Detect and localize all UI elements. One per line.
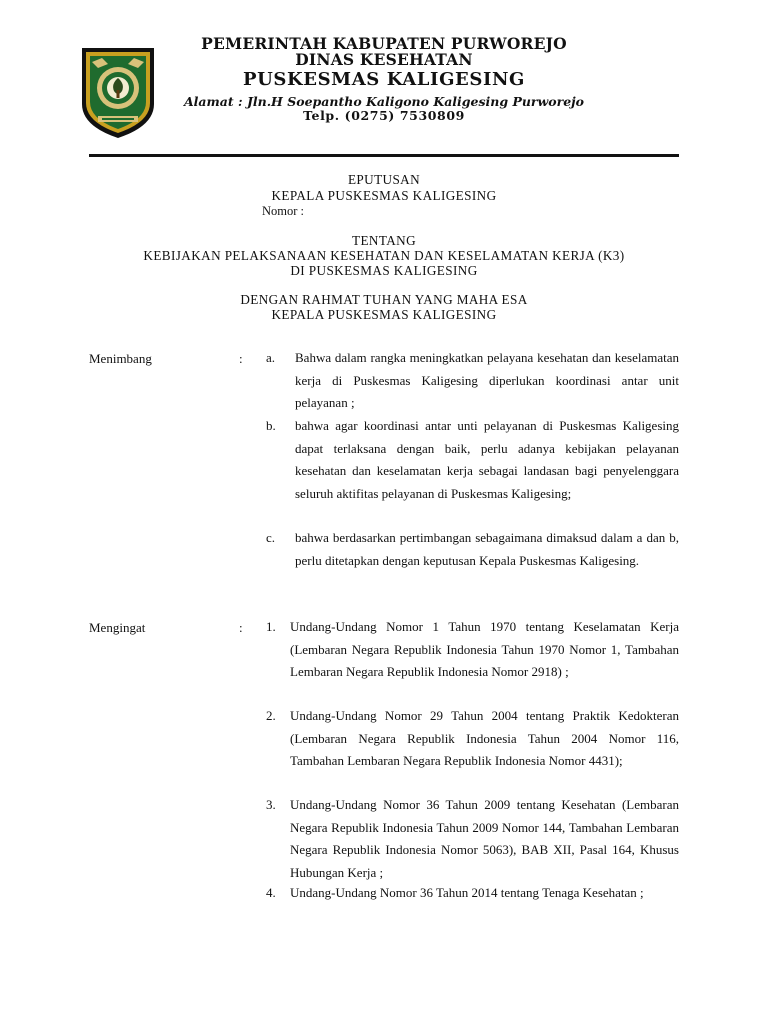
menimbang-item-c xyxy=(266,527,679,572)
list-marker: 3. xyxy=(266,797,276,812)
mengingat-item-4 xyxy=(266,882,679,905)
mengingat-item-1 xyxy=(266,616,679,684)
preamble-line-1: DENGAN RAHMAT TUHAN YANG MAHA ESA xyxy=(240,292,528,307)
letterhead-titles xyxy=(160,36,608,89)
list-marker: 1. xyxy=(266,619,276,634)
menimbang-colon: : xyxy=(239,351,243,366)
tentang-label: TENTANG xyxy=(351,233,416,248)
preamble-block xyxy=(0,292,768,322)
menimbang-label: Menimbang xyxy=(89,351,152,366)
list-marker: c. xyxy=(266,530,276,545)
letterhead-divider xyxy=(89,154,679,157)
list-item-text: Undang-Undang Nomor 36 Tahun 2014 tentang Tenaga Kesehatan ; xyxy=(290,885,644,900)
subject-block xyxy=(0,233,768,278)
menimbang-item-a xyxy=(266,347,679,415)
letterhead xyxy=(0,0,768,160)
title-line-2: KEPALA PUSKESMAS KALIGESING xyxy=(271,188,497,203)
document-title xyxy=(0,172,768,204)
list-marker: 4. xyxy=(266,885,276,900)
preamble-line-2: KEPALA PUSKESMAS KALIGESING xyxy=(271,307,497,322)
list-item-text: Bahwa dalam rangka meningkatkan pelayana kesehatan dan keselamatan kerja di Puskesmas Kaligesing diperlukan koordinasi antar unit pelayanan ; xyxy=(295,350,679,410)
list-item-text: Undang-Undang Nomor 1 Tahun 1970 tentang Keselamatan Kerja (Lembaran Negara Republik Indonesia Tahun 1970 Nomor 1, Tambahan Lembaran Negara Republik Indonesia Nomor 2918) ; xyxy=(290,619,679,679)
mengingat-item-2 xyxy=(266,705,679,773)
list-item-text: bahwa agar koordinasi antar unti pelayanan di Puskesmas Kaligesing dapat terlaksana dengan baik, perlu adanya kebijakan pelayanan kesehatan dan keselamatan kerja sebagai landasan bagi penyelenggara seluruh aktifitas pelayanan di Puskesmas Kaligesing; xyxy=(295,418,679,501)
mengingat-colon: : xyxy=(239,620,243,635)
menimbang-item-b xyxy=(266,415,679,505)
list-item-text: bahwa berdasarkan pertimbangan sebagaimana dimaksud dalam a dan b, perlu ditetapkan dengan keputusan Kepala Puskesmas Kaligesing. xyxy=(295,530,679,568)
subject-line-2: DI PUSKESMAS KALIGESING xyxy=(290,263,478,278)
list-item-text: Undang-Undang Nomor 29 Tahun 2004 tentang Praktik Kedokteran (Lembaran Negara Republik Indonesia Tahun 2004 Nomor 116, Tambahan Lembaran Negara Republik Indonesia Nomor 4431); xyxy=(290,708,679,768)
list-item-text: Undang-Undang Nomor 36 Tahun 2009 tentang Kesehatan (Lembaran Negara Republik Indonesia Tahun 2009 Nomor 144, Tambahan Lembaran Negara Republik Indonesia Nomor 5063), BAB XII, Pasal 164, Khusus Hubungan Kerja ; xyxy=(290,797,679,880)
purworejo-regency-emblem-icon xyxy=(78,44,158,140)
document-number: Nomor : xyxy=(262,204,305,218)
letterhead-address: Alamat : Jln.H Soepantho Kaligono Kaligesing Purworejo xyxy=(183,94,585,109)
list-marker: 2. xyxy=(266,708,276,723)
letterhead-agency: DINAS KESEHATAN xyxy=(295,50,473,70)
list-marker: a. xyxy=(266,350,276,365)
letterhead-government: PEMERINTAH KABUPATEN PURWOREJO xyxy=(201,34,567,53)
letterhead-institution: PUSKESMAS KALIGESING xyxy=(242,68,526,90)
mengingat-item-3 xyxy=(266,794,679,884)
subject-line-1: KEBIJAKAN PELAKSANAAN KESEHATAN DAN KESELAMATAN KERJA (K3) xyxy=(143,248,625,263)
letterhead-phone: Telp. (0275) 7530809 xyxy=(303,108,465,123)
mengingat-label: Mengingat xyxy=(89,620,146,635)
list-marker: b. xyxy=(266,418,276,433)
title-line-1: EPUTUSAN xyxy=(347,172,421,187)
